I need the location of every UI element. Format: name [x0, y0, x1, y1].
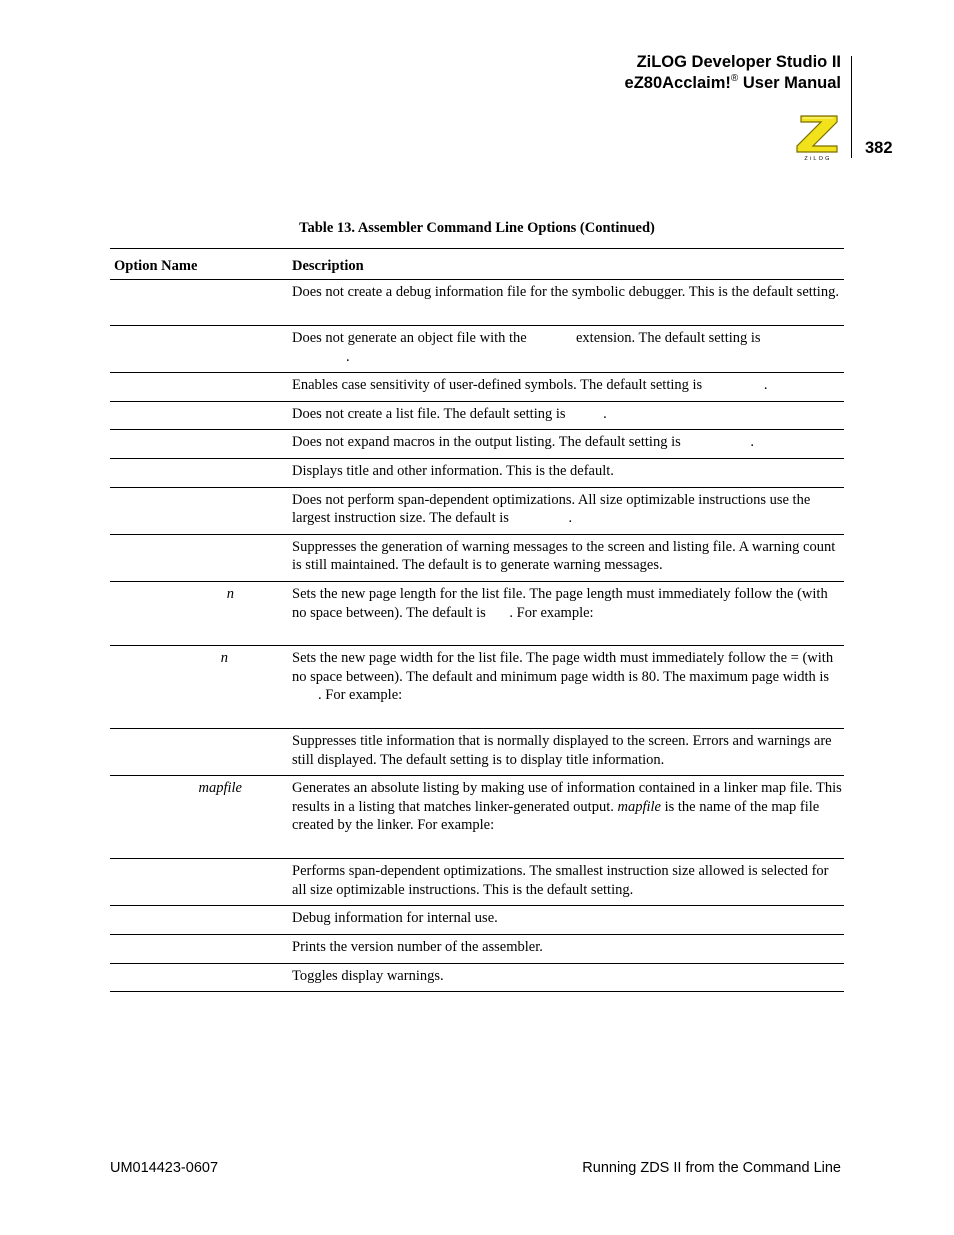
- page-number: 382: [865, 139, 893, 157]
- table-row: [110, 401, 844, 430]
- header-manual: User Manual: [738, 74, 841, 92]
- table-row: [110, 963, 844, 992]
- table-row: [110, 859, 844, 906]
- table-row: [110, 728, 844, 775]
- option-name: n: [220, 649, 228, 666]
- option-description: Displays title and other information. This is the default.: [292, 458, 844, 487]
- table-header-row: [110, 249, 844, 280]
- column-header-description: Description: [292, 249, 844, 280]
- option-description: Does not create a list file. The default setting is .: [292, 401, 844, 430]
- option-description: Does not expand macros in the output listing. The default setting is .: [292, 430, 844, 459]
- table-row: [110, 934, 844, 963]
- option-description: Toggles display warnings.: [292, 963, 844, 992]
- table-row: [110, 776, 844, 859]
- options-table: [110, 248, 844, 992]
- option-name: mapfile: [198, 780, 242, 797]
- table-row: [110, 430, 844, 459]
- option-description: Does not perform span-dependent optimizations. All size optimizable instructions use the largest instruction size. The default is .: [292, 487, 844, 534]
- option-description: Debug information for internal use.: [292, 906, 844, 935]
- table-row: [110, 280, 844, 326]
- option-description: Performs span-dependent optimizations. The smallest instruction size allowed is selected for all size optimizable instructions. This is the default setting.: [292, 859, 844, 906]
- table-row: [110, 906, 844, 935]
- header-line1: ZiLOG Developer Studio II: [636, 53, 841, 71]
- column-header-option: Option Name: [110, 249, 292, 280]
- footer-doc-id: UM014423-0607: [110, 1160, 219, 1176]
- option-description: Does not create a debug information file for the symbolic debugger. This is the default setting.: [292, 280, 844, 326]
- header-rule: [851, 56, 852, 158]
- table-row: [110, 534, 844, 581]
- table-row: [110, 645, 844, 728]
- option-description: Sets the new page length for the list file. The page length must immediately follow the (with no space between). The default is . For example:: [292, 581, 844, 645]
- header-title: [625, 52, 841, 94]
- footer-section: Running ZDS II from the Command Line: [582, 1160, 841, 1176]
- option-name: n: [226, 585, 234, 602]
- option-description: Enables case sensitivity of user-defined symbols. The default setting is .: [292, 373, 844, 402]
- option-description: Sets the new page width for the list file. The page width must immediately follow the = (with no space between). The default and minimum page width is 80. The maximum page width is . For example:: [292, 645, 844, 728]
- option-description: Generates an absolute listing by making use of information contained in a linker map file. This results in a listing that matches linker-generated output. mapfile is the name of the map file created by the linker. For example:: [292, 776, 844, 859]
- logo-text: ZiLOG: [804, 156, 832, 162]
- option-description: Does not generate an object file with the extension. The default setting is .: [292, 326, 844, 373]
- header-product: eZ80Acclaim!: [624, 74, 731, 92]
- option-description: Prints the version number of the assembler.: [292, 934, 844, 963]
- table-row: [110, 326, 844, 373]
- table-row: [110, 581, 844, 645]
- header-line2: [625, 73, 841, 94]
- table-row: [110, 373, 844, 402]
- option-description: Suppresses the generation of warning messages to the screen and listing file. A warning count is still maintained. The default is to generate warning messages.: [292, 534, 844, 581]
- zilog-logo-icon: [793, 112, 843, 162]
- table-caption: Table 13. Assembler Command Line Options (Continued): [299, 220, 655, 236]
- table-row: [110, 458, 844, 487]
- table-row: [110, 487, 844, 534]
- registered-mark: ®: [730, 73, 739, 84]
- option-description: Suppresses title information that is normally displayed to the screen. Errors and warnings are still displayed. The default setting is to display title information.: [292, 728, 844, 775]
